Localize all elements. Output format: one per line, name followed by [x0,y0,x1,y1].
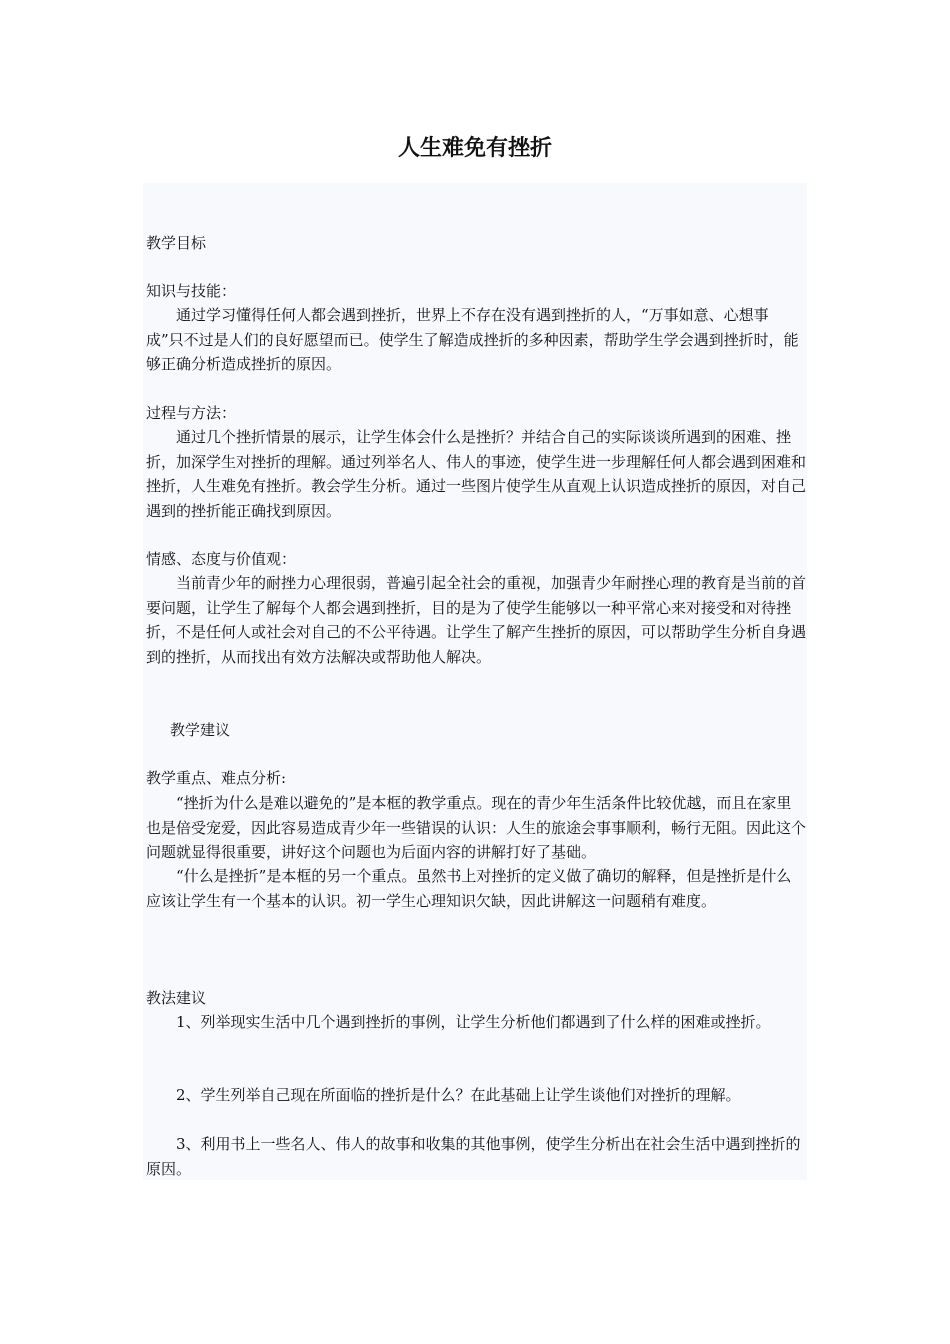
key-points-label: 教学重点、难点分析: [146,769,287,787]
process-label: 过程与方法： [146,404,237,422]
emotion-paragraph: 当前青少年的耐挫力心理很弱，普遍引起全社会的重视，加强青少年耐挫心理的教育是当前的首要问题，让学生了解每个人都会遇到挫折，目的是为了使学生能够以一种平常心来对接受和对待挫折，不是任何人或社会对自己的不公平待遇。让学生了解产生挫折的原因，可以帮助学生分析自身遇到的挫折，从而找出有效方法解决或帮助他人解决。 [146,574,807,666]
method-item-1: 1、列举现实生活中几个遇到挫折的事例，让学生分析他们都遇到了什么样的困难或挫折。 [176,1013,771,1031]
emotion-label: 情感、态度与价值观： [146,550,297,568]
process-paragraph: 通过几个挫折情景的展示，让学生体会什么是挫折？并结合自己的实际谈谈所遇到的困难、挫折，加深学生对挫折的理解。通过列举名人、伟人的事迹，使学生进一步理解任何人都会遇到困难和挫折，人生难免有挫折。教会学生分析。通过一些图片使学生从直观上认识造成挫折的原因，对自己遇到的挫折能正确找到原因。 [146,428,807,520]
key-point-paragraph-1: “挫折为什么是难以避免的”是本框的教学重点。现在的青少年生活条件比较优越，而且在家里也是倍受宠爱，因此容易造成青少年一些错误的认识：人生的旅途会事事顺利，畅行无阻。因此这个问题就显得很重要，讲好这个问题也为后面内容的讲解打好了基础。 [146,794,807,861]
goals-heading: 教学目标 [146,234,207,252]
suggestion-heading: 教学建议 [170,721,231,739]
knowledge-label: 知识与技能： [146,282,237,300]
page-title: 人生难免有挫折 [397,136,552,161]
method-item-3: 3、利用书上一些名人、伟人的故事和收集的其他事例，使学生分析出在社会生活中遇到挫折的原因。 [146,1135,801,1178]
method-heading: 教法建议 [146,989,207,1007]
key-point-paragraph-2: “什么是挫折”是本框的另一个重点。虽然书上对挫折的定义做了确切的解释，但是挫折是什么应该让学生有一个基本的认识。初一学生心理知识欠缺，因此讲解这一问题稍有难度。 [146,867,792,910]
method-item-2: 2、学生列举自己现在所面临的挫折是什么？在此基础上让学生谈他们对挫折的理解。 [176,1086,741,1104]
knowledge-paragraph: 通过学习懂得任何人都会遇到挫折，世界上不存在没有遇到挫折的人，“万事如意、心想事成”只不过是人们的良好愿望而已。使学生了解造成挫折的多种因素，帮助学生学会遇到挫折时，能够正确分析造成挫折的原因。 [146,306,799,373]
